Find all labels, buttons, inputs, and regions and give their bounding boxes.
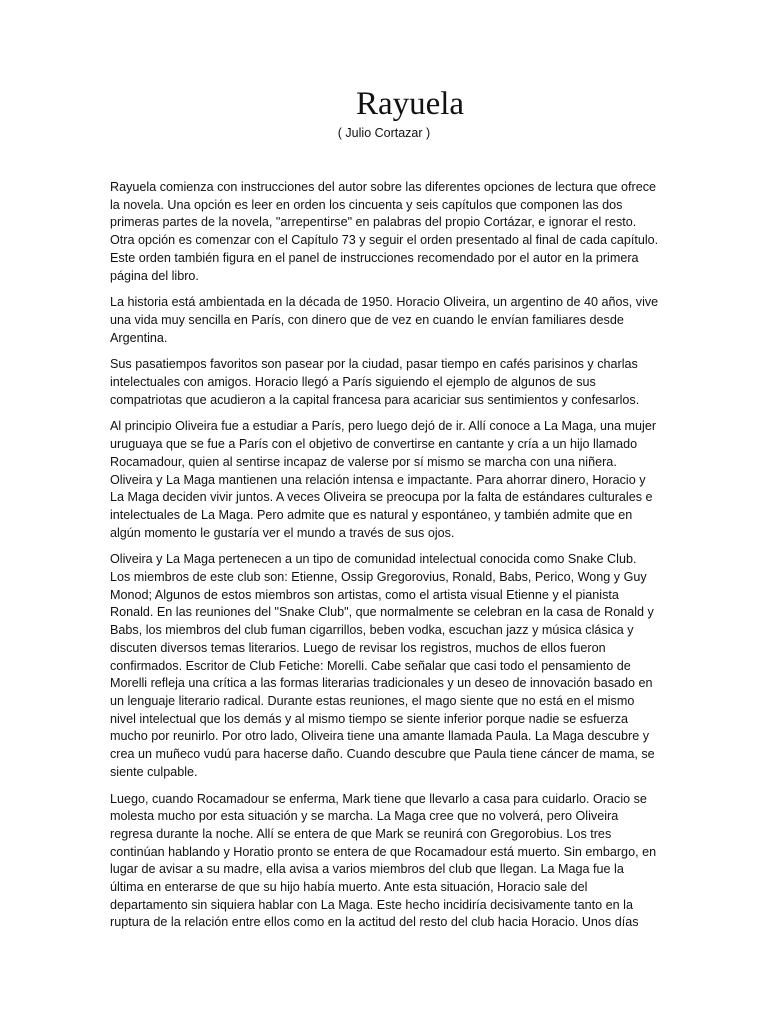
paragraph-6: Luego, cuando Rocamadour se enferma, Mark tiene que llevarlo a casa para cuidarlo. Oracio se molesta mucho por esta situación y se marcha. La Maga cree que no volverá, pero Oliveira regresa durante la noche. Allí se entera de que Mark se reunirá con Gregorobius. Los tres continúan hablando y Horatio pronto se entera de que Rocamadour está muerto. Sin embargo, en lugar de avisar a su madre, ella avisa a varios miembros del club que llegan. La Maga fue la última en enterarse de que su hijo había muerto. Ante esta situación, Horacio sale del departamento sin siquiera hablar con La Maga. Este hecho incidiría decisivamente tanto en la ruptura de la relación entre ellos como en la actitud del resto del club hacia Horacio. Unos días — [110, 791, 657, 930]
paragraph-1: Rayuela comienza con instrucciones del autor sobre las diferentes opciones de lectura que ofrece la novela. Una opción es leer en orden los cincuenta y seis capítulos que componen las dos primeras partes de la novela, "arrepentirse" en palabras del propio Cortázar, e ignorar el resto. Otra opción es comenzar con el Capítulo 73 y seguir el orden presentado al final de cada capítulo. Este orden también figura en el panel de instrucciones recomendado por el autor en la primera página del libro. — [110, 180, 659, 283]
paragraph-3: Sus pasatiempos favoritos son pasear por la ciudad, pasar tiempo en cafés parisinos y charlas intelectuales con amigos. Horacio llegó a París siguiendo el ejemplo de algunos de sus compatriotas que acudieron a la capital francesa para acariciar sus sentimientos y confesarlos. — [110, 357, 640, 407]
paragraph-4: Al principio Oliveira fue a estudiar a París, pero luego dejó de ir. Allí conoce a La Maga, una mujer uruguaya que se fue a París con el objetivo de convertirse en cantante y cría a un hijo llamado Rocamadour, quien al sentirse incapaz de valerse por sí mismo se marcha con una niñera. Oliveira y La Maga mantienen una relación intensa e impactante. Para ahorrar dinero, Horacio y La Maga deciden vivir juntos. A veces Oliveira se preocupa por la falta de estándares culturales e intelectuales de La Maga. Pero admite que es natural y espontáneo, y también admite que en algún momento le gustaría ver el mundo a través de sus ojos. — [110, 419, 657, 540]
paragraph-5: Oliveira y La Maga pertenecen a un tipo de comunidad intelectual conocida como Snake Club. Los miembros de este club son: Etienne, Ossip Gregorovius, Ronald, Babs, Perico, Wong y Guy Monod; Algunos de estos miembros son artistas, como el artista visual Etienne y el pianista Ronald. En las reuniones del "Snake Club", que normalmente se celebran en la casa de Ronald y Babs, los miembros del club fuman cigarrillos, beben vodka, escuchan jazz y música clásica y discuten diversos temas literarios. Luego de revisar los registros, muchos de ellos fueron confirmados. Escritor de Club Fetiche: Morelli. Cabe señalar que casi todo el pensamiento de Morelli refleja una crítica a las formas literarias tradicionales y un deseo de innovación basado en un lenguaje literario radical. Durante estas reuniones, el mago siente que no está en el mismo nivel intelectual que los demás y al mismo tiempo se siente inferior porque nadie se esfuerza mucho por reunirlo. Por otro lado, Oliveira tiene una amante llamada Paula. La Maga descubre y crea un muñeco vudú para hacerse daño. Cuando descubre que Paula tiene cáncer de mama, se siente culpable. — [110, 552, 655, 779]
document-author: ( Julio Cortazar ) — [337, 126, 431, 140]
document-title: Rayuela — [355, 86, 465, 122]
document-body — [110, 179, 660, 941]
paragraph-2: La historia está ambientada en la década de 1950. Horacio Oliveira, un argentino de 40 años, vive una vida muy sencilla en París, con dinero que de vez en cuando le envían familiares desde Argentina. — [110, 295, 659, 345]
